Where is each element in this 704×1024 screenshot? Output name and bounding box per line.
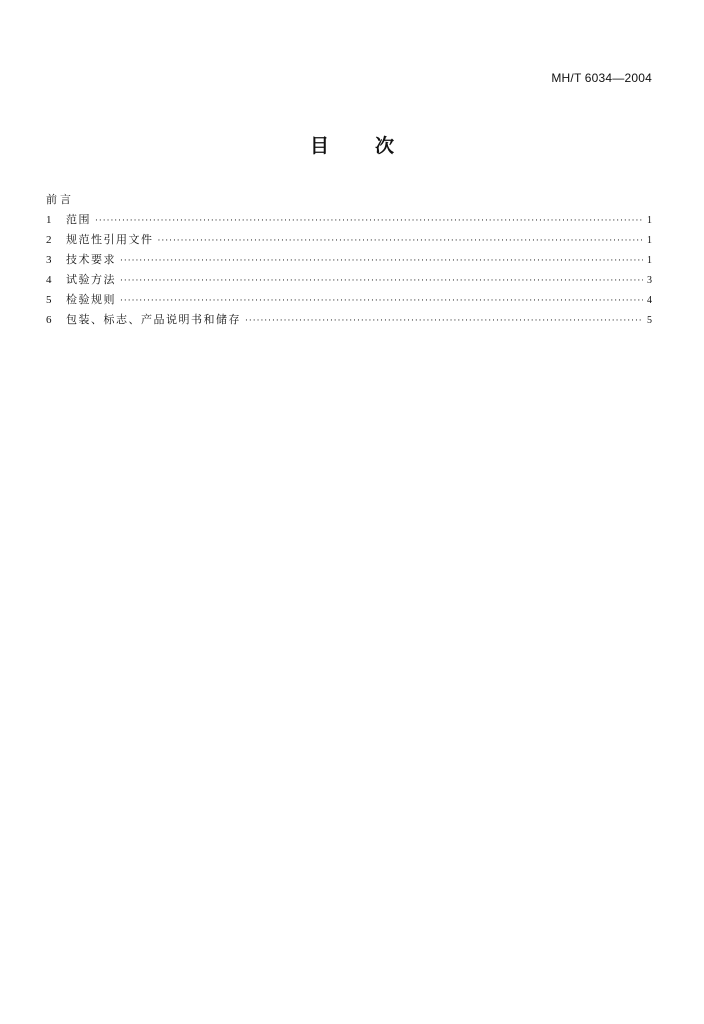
toc-entry-page: 1 [647,255,652,266]
toc-entry-number: 5 [46,294,52,306]
toc-entry-number: 1 [46,214,52,226]
toc-entry-label: 包装、标志、产品说明书和储存 [66,313,241,326]
toc-entry-page: 4 [647,295,652,306]
toc-entry-number: 3 [46,254,52,266]
table-of-contents [46,190,652,330]
toc-leader-dots [158,231,644,251]
toc-entry[interactable] [46,290,652,310]
toc-leader-dots [120,271,643,291]
toc-entry-label: 检验规则 [66,293,116,306]
toc-entry-label: 范围 [66,213,91,226]
toc-entry[interactable] [46,310,652,330]
toc-entry[interactable] [46,250,652,270]
toc-entry-page: 3 [647,275,652,286]
standard-code: MH/T 6034—2004 [551,71,652,85]
toc-leader-dots [245,311,643,331]
toc-entry-label: 规范性引用文件 [66,233,154,246]
toc-entry-label: 技术要求 [66,253,116,266]
toc-entry[interactable] [46,270,652,290]
toc-entry-page: 1 [647,215,652,226]
toc-entry-number: 4 [46,274,52,286]
toc-entry-page: 5 [647,315,652,326]
toc-entry-number: 2 [46,234,52,246]
toc-entry-number: 6 [46,314,52,326]
toc-entry-page: 1 [647,235,652,246]
toc-leader-dots [95,211,643,231]
toc-title: 目次 [309,135,440,157]
toc-leader-dots [120,291,643,311]
toc-entry[interactable] [46,210,652,230]
toc-entry-label: 试验方法 [66,273,116,286]
toc-leader-dots [120,251,643,271]
toc-foreword: 前言 [46,193,74,206]
toc-entry[interactable] [46,230,652,250]
